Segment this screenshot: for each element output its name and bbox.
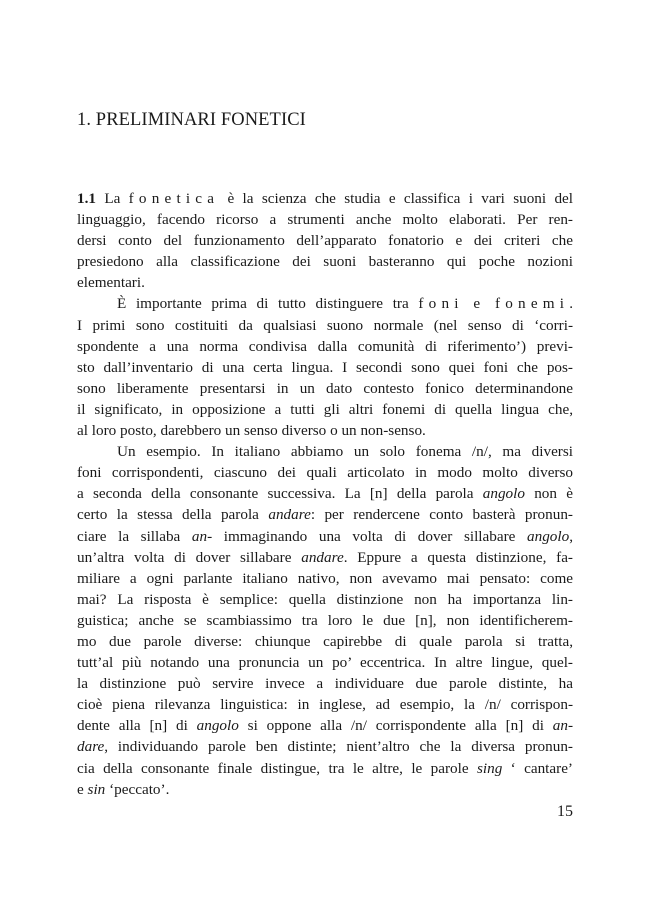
text-segment: a seconda della consonante successiva. La [n] della parola	[77, 485, 483, 503]
text-line	[77, 673, 573, 694]
italic-term: angolo	[527, 527, 570, 545]
text-segment: La	[104, 190, 129, 207]
spaced-term: fonetica	[128, 190, 220, 207]
text-segment	[485, 295, 495, 312]
text-segment: ‘peccato’.	[105, 780, 170, 798]
text-segment: cia della consonante finale distingue, tra le altre, le parole	[77, 759, 477, 777]
text-segment: è la scienza che studia e classifica i vari suoni del	[219, 190, 573, 207]
text-line	[77, 736, 573, 757]
text-line	[77, 631, 573, 652]
text-segment: un’altra volta di dover sillabare	[77, 548, 302, 566]
italic-term: angolo	[482, 485, 525, 503]
text-line	[77, 610, 573, 631]
text-line	[77, 336, 573, 357]
text-segment: miliare a ogni parlante italiano nativo, non avevamo mai pensato: come	[77, 569, 573, 587]
text-line	[77, 779, 573, 800]
text-line	[77, 420, 573, 441]
italic-term: andare	[268, 506, 311, 524]
section-number: 1.1	[77, 190, 96, 207]
spaced-term: foni	[418, 295, 464, 313]
text-segment: la distinzione può servire invece a individuare due parole distinte, ha	[77, 675, 573, 693]
page-number: 15	[557, 803, 573, 820]
text-segment: dersi conto del funzionamento dell’apparato fonatorio e dei criteri che	[77, 232, 573, 250]
text-line	[77, 441, 573, 462]
text-line	[77, 483, 573, 504]
italic-term: dare	[77, 738, 105, 756]
body-text	[77, 188, 573, 800]
italic-term: sin	[87, 780, 106, 798]
text-segment: , individuando parole ben distinte; nient’altro che la diversa pronun-	[104, 738, 573, 756]
text-segment: cioè piena rilevanza linguistica: in inglese, ad esempio, la /n/ corrispon-	[77, 696, 573, 714]
text-line	[77, 315, 573, 336]
text-line	[77, 230, 573, 251]
text-segment: : per rendercene conto basterà pronun-	[310, 506, 573, 524]
text-segment: Un esempio. In italiano abbiamo un solo fonema /n/, ma diversi	[117, 443, 573, 461]
text-line	[77, 589, 573, 610]
text-line	[77, 547, 573, 568]
text-segment: elementari.	[77, 274, 145, 292]
text-segment: non è	[524, 485, 573, 503]
text-line	[77, 462, 573, 483]
text-line	[77, 504, 573, 525]
text-segment: tutt’al più notando una pronuncia un po’ eccentrica. In altre lingue, quel-	[77, 654, 573, 672]
text-segment: al loro posto, darebbero un senso diverso o un non-senso.	[77, 422, 426, 440]
text-segment: il significato, in opposizione a tutti gli altri fonemi di quella lingua che,	[77, 400, 573, 418]
text-line	[77, 188, 573, 209]
text-segment	[464, 295, 474, 312]
text-segment: linguaggio, facendo ricorso a strumenti anche molto elaborati. Per ren-	[77, 211, 573, 229]
text-line	[77, 209, 573, 230]
text-segment: spondente a una norma condivisa dalla comunità di riferimento’) previ-	[77, 337, 573, 355]
text-segment: ciare la sillaba	[77, 527, 192, 545]
italic-term: sing	[476, 759, 503, 777]
text-line	[77, 652, 573, 673]
text-segment: . Eppure a questa distinzione, fa-	[343, 548, 573, 566]
text-line	[77, 715, 573, 736]
spaced-term: e	[473, 295, 486, 313]
text-line	[77, 694, 573, 715]
italic-term: angolo	[196, 717, 239, 735]
text-segment: immaginando una volta di dover sillabare	[212, 527, 527, 545]
text-line	[77, 378, 573, 399]
text-line	[77, 758, 573, 779]
text-line	[77, 399, 573, 420]
italic-term: andare	[301, 548, 344, 566]
text-segment: È importante prima di tutto distinguere tra	[117, 295, 419, 313]
text-segment: mai? La risposta è semplice: quella distinzione non ha importanza lin-	[77, 590, 573, 608]
text-segment: si oppone alla /n/ corrispondente alla [n] di	[238, 717, 553, 735]
text-line	[77, 568, 573, 589]
italic-term: an-	[191, 527, 213, 545]
text-segment: foni corrispondenti, ciascuno dei quali articolato in modo molto diverso	[77, 464, 573, 482]
text-segment: e	[77, 780, 88, 798]
italic-term: an-	[552, 717, 573, 735]
text-segment: presiedono alla classificazione dei suoni basteranno qui poche nozioni	[77, 253, 573, 271]
text-segment: .	[569, 295, 574, 313]
text-segment: guistica; anche se scambiassimo tra loro le due [n], non identificherem-	[77, 611, 573, 629]
text-line	[77, 272, 573, 293]
text-segment: dente alla [n] di	[77, 717, 197, 735]
text-segment: sto dall’inventario di una certa lingua. I secondi sono quei foni che pos-	[77, 358, 573, 376]
text-segment: ‘ cantare’	[502, 759, 573, 777]
text-line	[77, 251, 573, 272]
text-segment: ,	[569, 527, 573, 545]
text-segment: mo due parole diverse: chiunque capirebbe di quale parola si tratta,	[77, 632, 573, 650]
text-segment: sono liberamente presentarsi in un dato contesto fonico determinandone	[77, 379, 573, 397]
spaced-term: fonemi	[495, 295, 570, 313]
text-line	[77, 293, 573, 314]
text-segment: I primi sono costituiti da qualsiasi suono normale (nel senso di ‘corri-	[77, 316, 573, 334]
text-segment: certo la stessa della parola	[77, 506, 269, 524]
chapter-title: 1. PRELIMINARI FONETICI	[77, 110, 306, 130]
text-line	[77, 526, 573, 547]
text-line	[77, 357, 573, 378]
